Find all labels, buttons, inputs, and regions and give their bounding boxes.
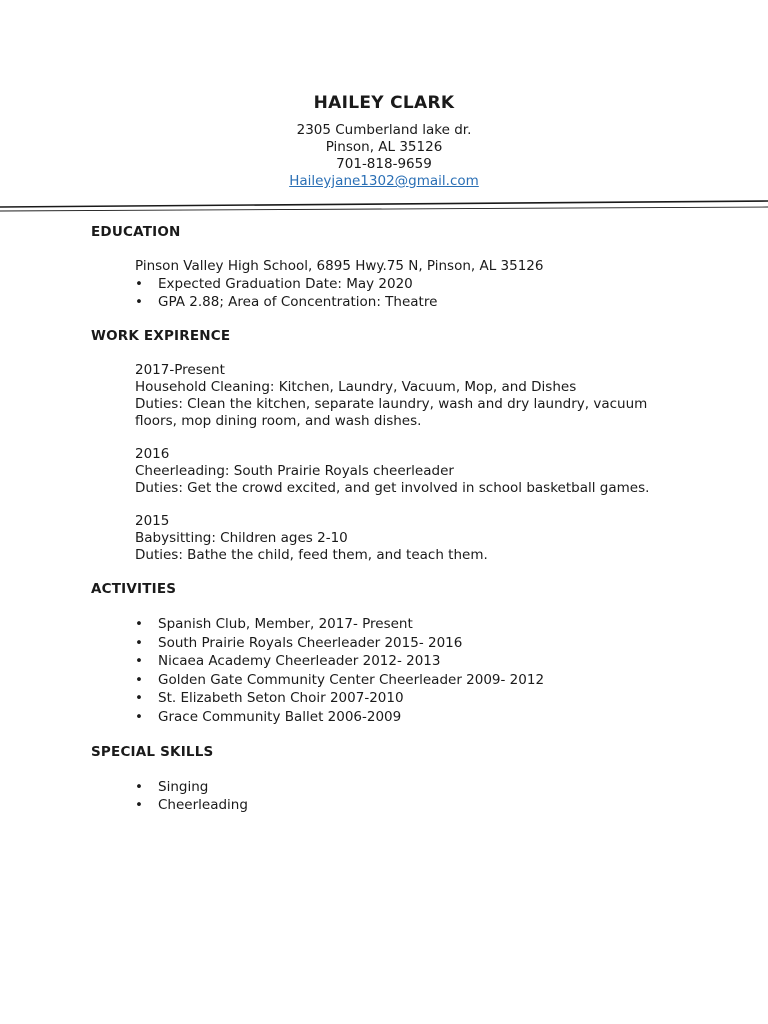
job-role: Babysitting: Children ages 2-10	[135, 530, 348, 546]
applicant-name: HAILEY CLARK	[313, 93, 455, 113]
job-year: 2016	[135, 446, 170, 462]
skill-item: • Cheerleading	[135, 796, 751, 815]
job-duties: Duties: Get the crowd excited, and get involved in school basketball games.	[135, 480, 650, 496]
activity-item: • South Prairie Royals Cheerleader 2015- 2016	[135, 634, 751, 653]
job-role: Household Cleaning: Kitchen, Laundry, Vacuum, Mop, and Dishes	[135, 379, 577, 395]
address-line-2: Pinson, AL 35126	[325, 139, 443, 155]
activities-list	[135, 615, 751, 727]
job-entry	[91, 513, 751, 564]
job-year: 2017-Present	[135, 362, 225, 378]
skills-heading: SPECIAL SKILLS	[91, 743, 214, 760]
job-entry	[91, 362, 751, 430]
education-bullets	[135, 275, 751, 311]
header-divider	[0, 196, 768, 216]
education-bullet: • GPA 2.88; Area of Concentration: Theatre	[135, 293, 751, 311]
education-entry	[91, 258, 751, 311]
job-role: Cheerleading: South Prairie Royals cheerleader	[135, 463, 454, 479]
activity-item: • Golden Gate Community Center Cheerleader 2009- 2012	[135, 671, 751, 690]
job-duties: Duties: Clean the kitchen, separate laundry, wash and dry laundry, vacuum	[135, 396, 648, 412]
job-year: 2015	[135, 513, 170, 529]
work-heading: WORK EXPIRENCE	[91, 328, 231, 344]
phone-number: 701-818-9659	[336, 156, 432, 172]
activity-item: • Grace Community Ballet 2006-2009	[135, 708, 751, 727]
education-bullet: • Expected Graduation Date: May 2020	[135, 275, 751, 293]
resume-body	[91, 224, 751, 815]
school-line: Pinson Valley High School, 6895 Hwy.75 N, Pinson, AL 35126	[135, 258, 544, 274]
activities-heading: ACTIVITIES	[91, 581, 177, 597]
skill-item: • Singing	[135, 778, 751, 797]
job-duties-continued: floors, mop dining room, and wash dishes.	[135, 413, 422, 429]
job-duties: Duties: Bathe the child, feed them, and teach them.	[135, 547, 488, 563]
activity-item: • St. Elizabeth Seton Choir 2007-2010	[135, 689, 751, 708]
email-link[interactable]: Haileyjane1302@gmail.com	[289, 173, 479, 189]
address-line-1: 2305 Cumberland lake dr.	[296, 122, 472, 138]
resume-header	[0, 92, 768, 190]
job-entry	[91, 446, 751, 497]
activity-item: • Nicaea Academy Cheerleader 2012- 2013	[135, 652, 751, 671]
education-heading: EDUCATION	[91, 224, 181, 240]
skills-list	[135, 778, 751, 815]
activity-item: • Spanish Club, Member, 2017- Present	[135, 615, 751, 634]
